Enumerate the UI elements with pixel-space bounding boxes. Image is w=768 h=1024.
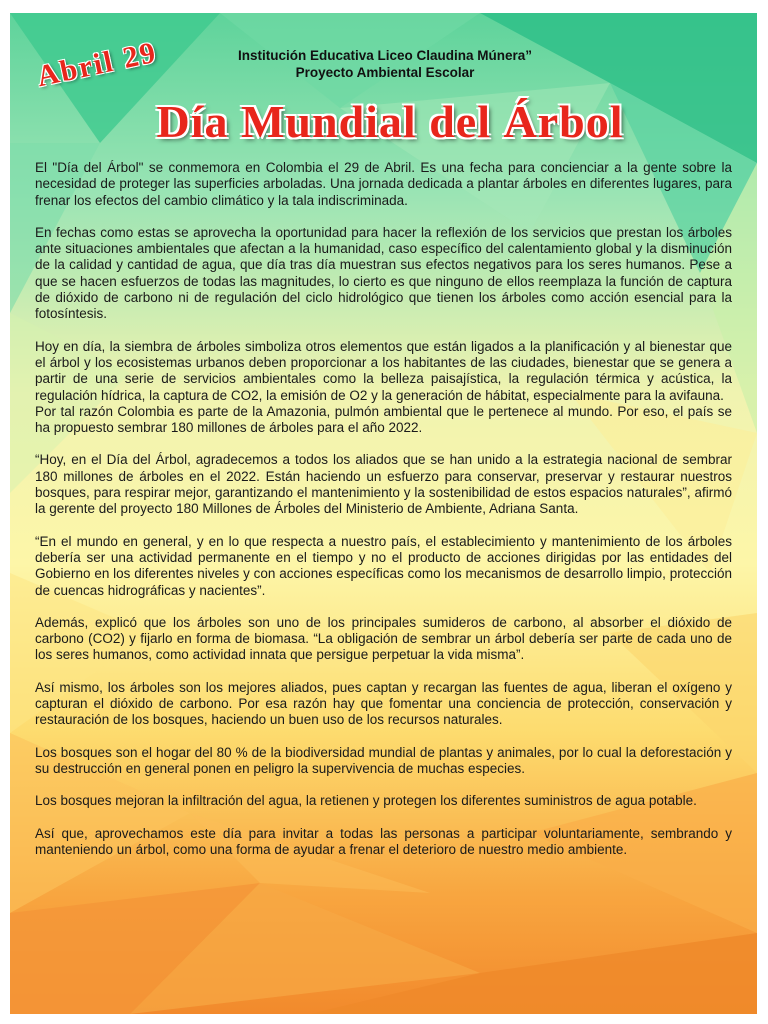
institution-header <box>160 47 610 81</box>
institution-name: Institución Educativa Liceo Claudina Múnera” <box>237 48 533 63</box>
quote-paragraph: “En el mundo en general, y en lo que respecta a nuestro país, el establecimiento y mantenimiento de los árboles debería ser una actividad permanente en el tiempo y no el producto de acciones dirigidas por las entidades del Gobierno en los diferentes niveles y con acciones específicas como los mecanismos de desarrollo limpio, protección de cuencas hidrográficas y nacientes”. <box>35 533 732 598</box>
event-date: Abril 29 <box>34 35 161 94</box>
page-title: Día Mundial del Árbol <box>156 96 624 147</box>
paragraph: Así mismo, los árboles son los mejores aliados, pues captan y recargan las fuentes de agua, liberan el oxígeno y capturan el dióxido de carbono. Por esa razón hay que fomentar una conciencia de protección, conservación y restauración de los bosques, haciendo un buen uso de los recursos naturales. <box>35 679 732 728</box>
paragraph: Así que, aprovechamos este día para invitar a todas las personas a participar voluntariamente, sembrando y manteniendo un árbol, como una forma de ayudar a frenar el deterioro de nuestro medio ambiente. <box>35 825 732 857</box>
paragraph: En fechas como estas se aprovecha la oportunidad para hacer la reflexión de los servicios que prestan los árboles ante situaciones ambientales que afectan a la humanidad, caso específico del calentamiento global y la disminución de la calidad y cantidad de agua, que día tras día muestran sus efectos negativos para los seres humanos. Pese a que se hacen esfuerzos de todas las magnitudes, lo cierto es que ninguno de ellos reemplaza la función de captura de dióxido de carbono ni de regulación del ciclo hidrológico que tienen los árboles como acción esencial para la fotosíntesis. <box>35 224 732 322</box>
article-body <box>35 160 732 874</box>
paragraph: Por tal razón Colombia es parte de la Amazonia, pulmón ambiental que le pertenece al mundo. Por eso, el país se ha propuesto sembrar 180 millones de árboles para el año 2022. <box>35 403 732 436</box>
quote-paragraph: “Hoy, en el Día del Árbol, agradecemos a todos los aliados que se han unido a la estrategia nacional de sembrar 180 millones de árboles en el 2022. Están haciendo un esfuerzo para conservar, preservar y restaurar nuestros bosques, para respirar mejor, garantizando el mantenimiento y la sostenibilidad de estos espacios naturales”, afirmó la gerente del proyecto 180 Millones de Árboles del Ministerio de Ambiente, Adriana Santa. <box>35 452 732 517</box>
paragraph: Los bosques son el hogar del 80 % de la biodiversidad mundial de plantas y animales, por lo cual la deforestación y su destrucción en general ponen en peligro la supervivencia de muchas especies. <box>35 744 732 776</box>
paragraph: Los bosques mejoran la infiltración del agua, la retienen y protegen los diferentes suministros de agua potable. <box>35 793 697 809</box>
project-name: Proyecto Ambiental Escolar <box>295 65 475 80</box>
paragraph: Además, explicó que los árboles son uno de los principales sumideros de carbono, al absorber el dióxido de carbono (CO2) y fijarlo en forma de biomasa. “La obligación de sembrar un árbol debería ser parte de cada uno de los seres humanos, como actividad innata que persigue perpetuar la vida misma”. <box>35 614 732 663</box>
paragraph: El "Día del Árbol" se conmemora en Colombia el 29 de Abril. Es una fecha para concienciar a la gente sobre la necesidad de proteger las superficies arboladas. Una jornada dedicada a plantar árboles en diferentes lugares, para frenar los efectos del cambio climático y la tala indiscriminada. <box>35 160 732 208</box>
poster <box>10 13 757 1014</box>
paragraph: Hoy en día, la siembra de árboles simboliza otros elementos que están ligados a la planificación y al bienestar que el árbol y los ecosistemas urbanos deben proporcionar a los habitantes de las ciudades, bienestar que se genera a partir de una serie de servicios ambientales como la belleza paisajística, la regulación térmica y acústica, la regulación hídrica, la captura de CO2, la emisión de O2 y la generación de hábitat, especialmente para la avifauna. <box>35 338 732 403</box>
